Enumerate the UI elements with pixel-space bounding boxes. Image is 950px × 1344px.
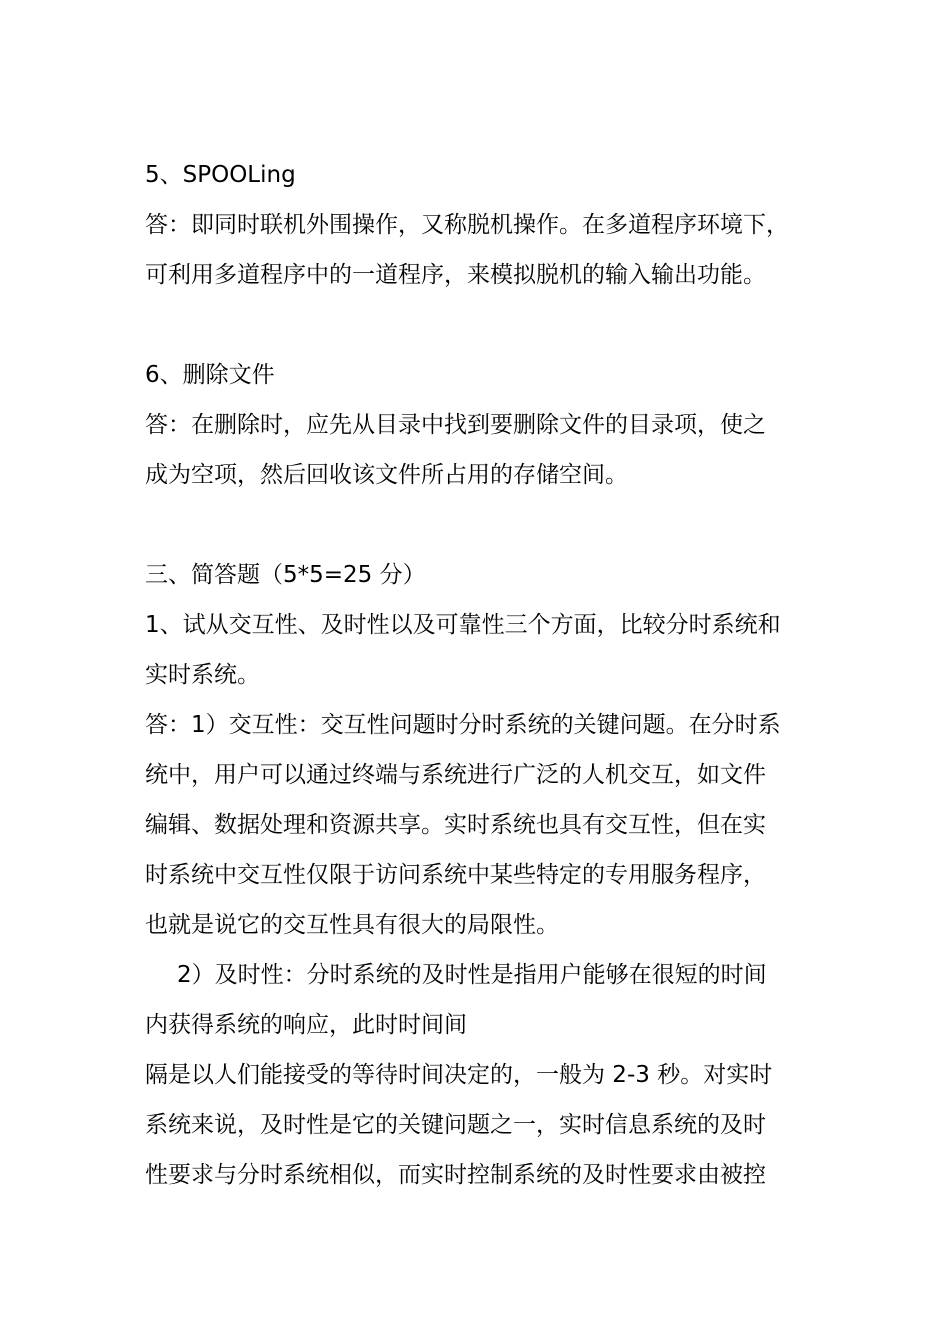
answer-line: 答：在删除时，应先从目录中找到要删除文件的目录项，使之	[145, 412, 766, 438]
section-heading-short-answer: 三、简答题（5*5=25 分）	[145, 562, 426, 588]
answer-line: 统中，用户可以通过终端与系统进行广泛的人机交互，如文件	[145, 762, 766, 788]
answer-line: 答：1）交互性：交互性问题时分时系统的关键问题。在分时系	[145, 712, 781, 738]
answer-line: 系统来说，及时性是它的关键问题之一，实时信息系统的及时	[145, 1112, 766, 1138]
answer-line: 答：即同时联机外围操作，又称脱机操作。在多道程序环境下，	[145, 212, 789, 238]
answer-line: 性要求与分时系统相似，而实时控制系统的及时性要求由被控	[145, 1162, 766, 1188]
section-item-spooling-title: 5、SPOOLing	[145, 162, 296, 188]
answer-line: 可利用多道程序中的一道程序，来模拟脱机的输入输出功能。	[145, 262, 766, 288]
answer-line-indented: 2）及时性：分时系统的及时性是指用户能够在很短的时间	[177, 962, 767, 988]
answer-line: 时系统中交互性仅限于访问系统中某些特定的专用服务程序，	[145, 862, 766, 888]
answer-line: 隔是以人们能接受的等待时间决定的，一般为 2-3 秒。对实时	[145, 1062, 773, 1088]
section-item-delete-file-title: 6、删除文件	[145, 362, 275, 388]
question-line: 1、试从交互性、及时性以及可靠性三个方面，比较分时系统和	[145, 612, 781, 638]
answer-line: 也就是说它的交互性具有很大的局限性。	[145, 912, 559, 938]
answer-line: 成为空项，然后回收该文件所占用的存储空间。	[145, 462, 628, 488]
answer-line: 内获得系统的响应，此时时间间	[145, 1012, 467, 1038]
question-line: 实时系统。	[145, 662, 260, 688]
answer-line: 编辑、数据处理和资源共享。实时系统也具有交互性，但在实	[145, 812, 766, 838]
